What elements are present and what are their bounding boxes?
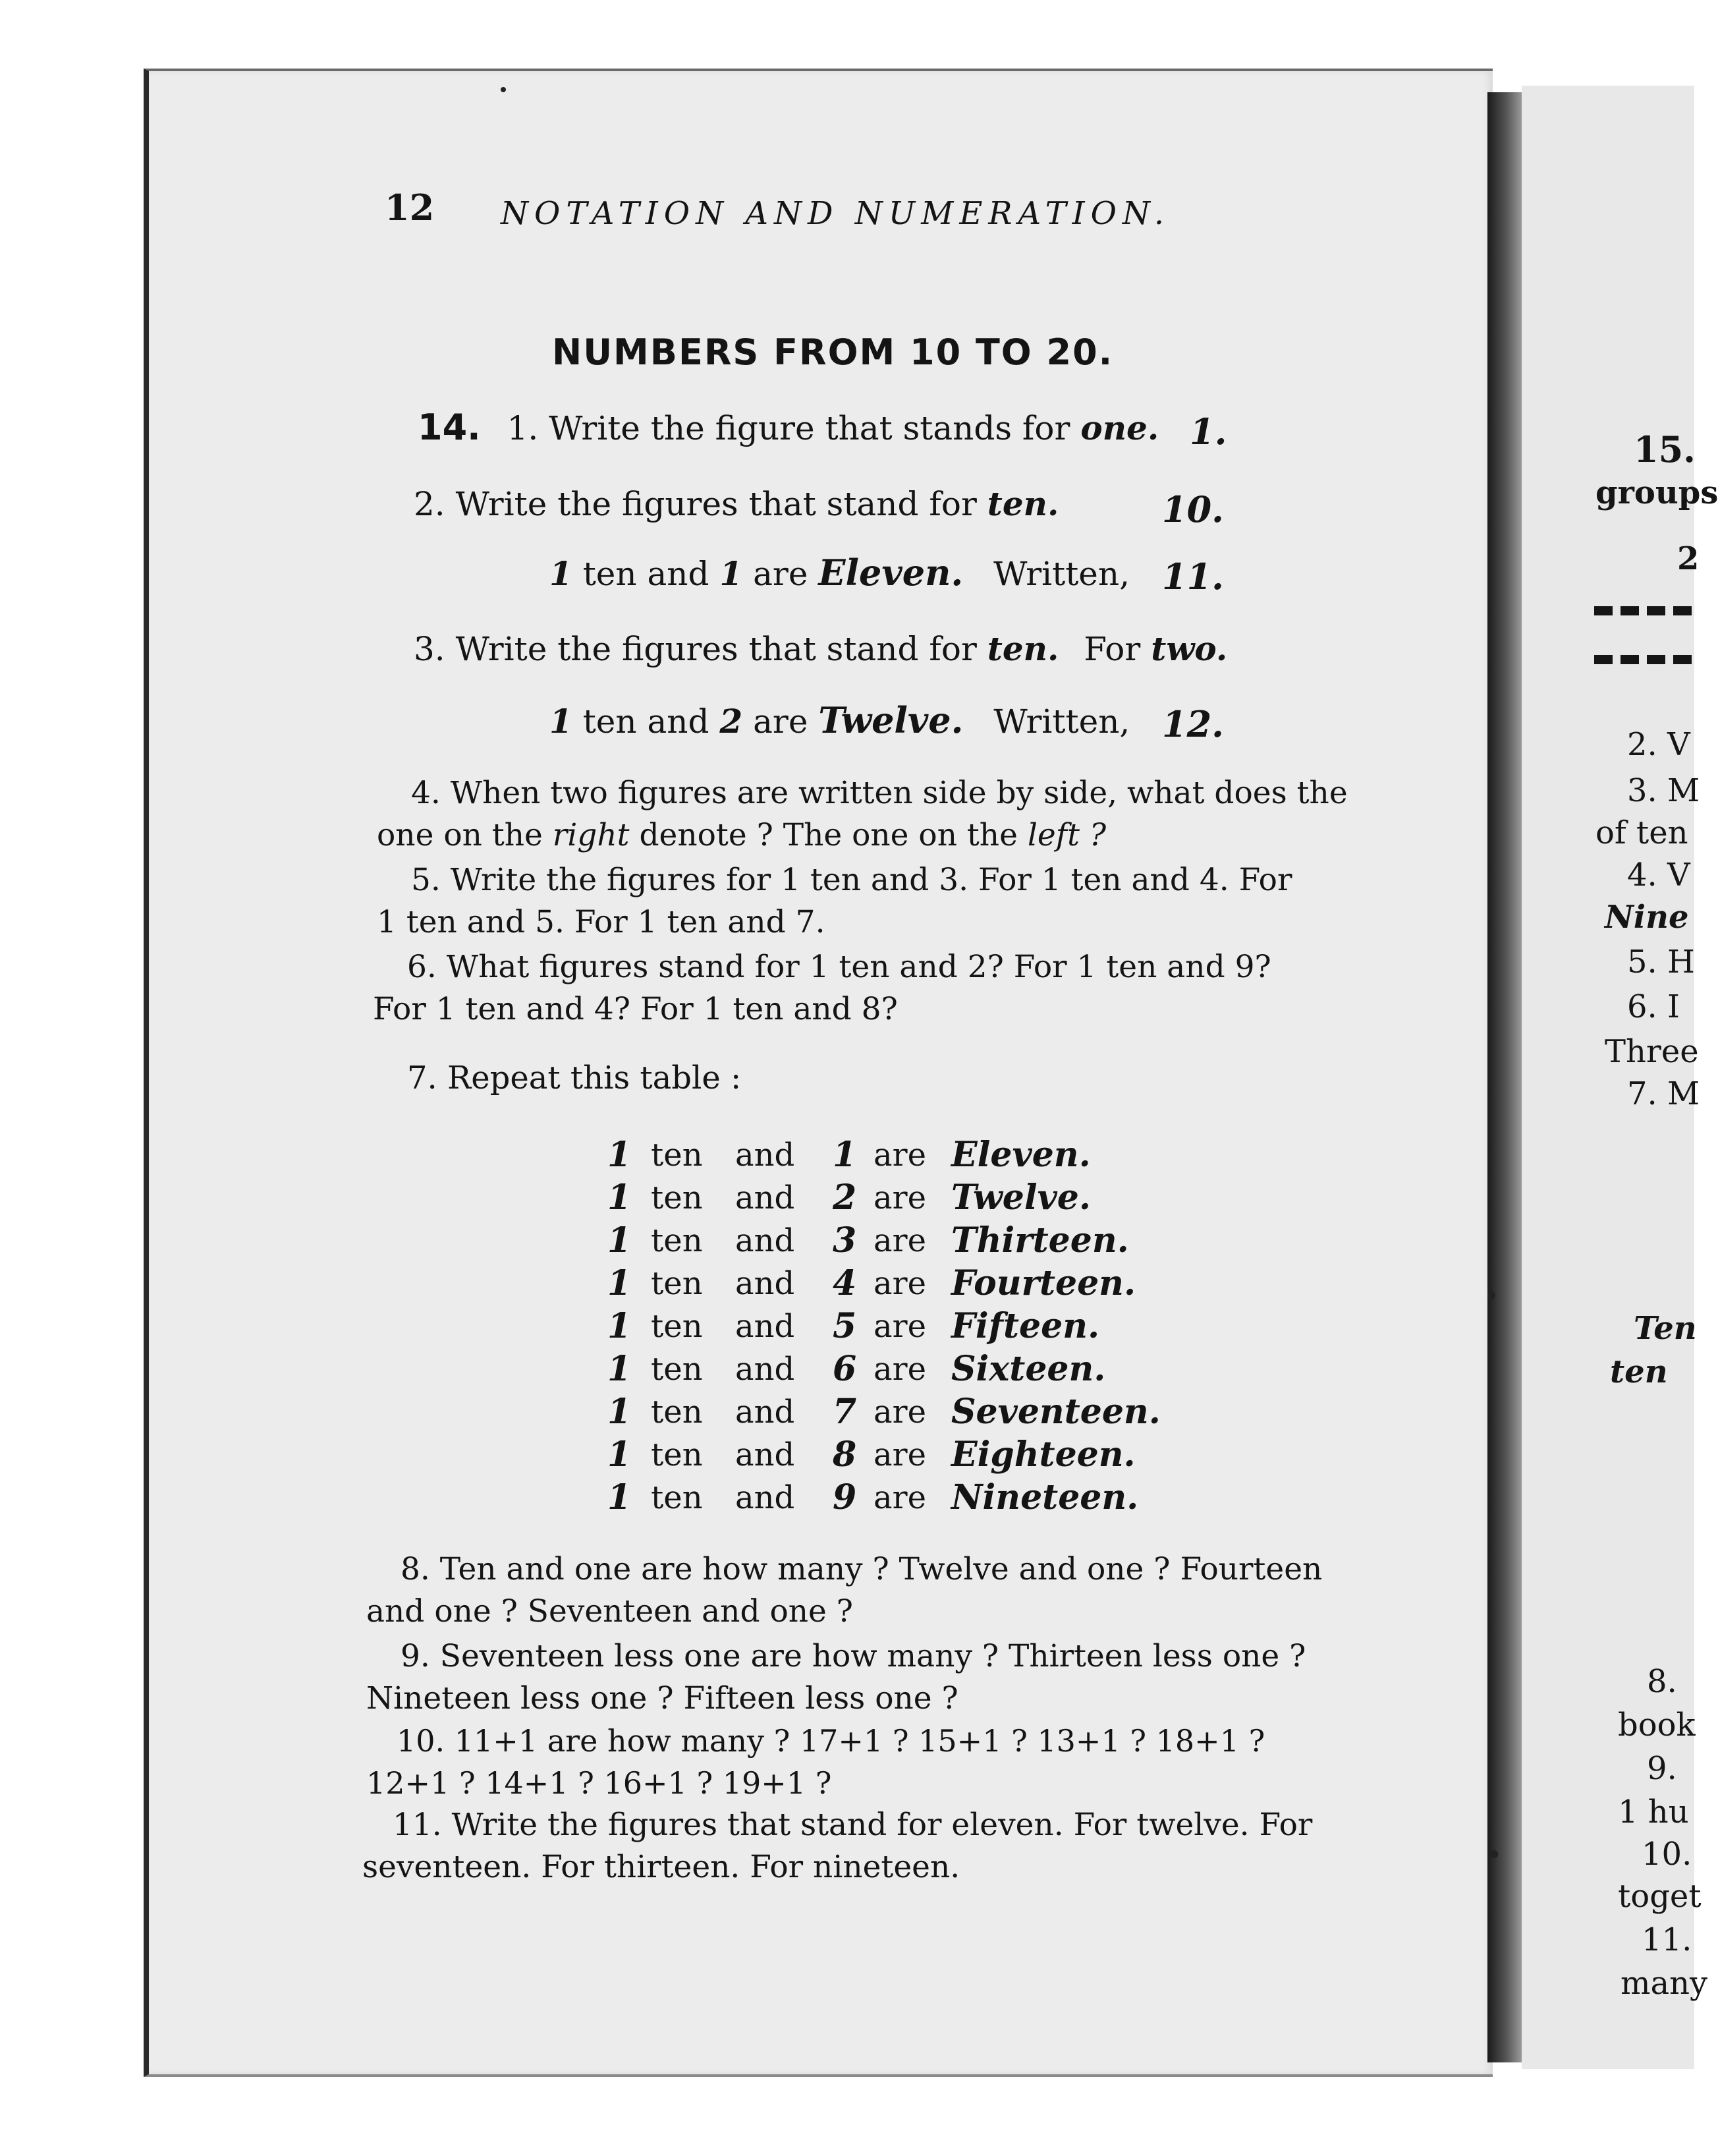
question-10 [366,1720,1265,1804]
tens-digit: 1 [607,1306,632,1346]
number-name: Eleven. [818,552,964,594]
word-ten: ten [651,1479,703,1516]
word-ten: ten [651,1393,703,1431]
facing-line: Ten [1634,1310,1697,1347]
number-name: Fifteen. [951,1306,1100,1346]
word-and: and [735,1479,795,1516]
question-line: 4. When two figures are written side by side, what does the [411,775,1348,811]
tens-digit: 1 [607,1220,632,1261]
word-are: are [873,1264,926,1302]
tens-digit: 1 [607,1349,632,1389]
number-name: Twelve. [818,699,964,741]
facing-line: 2. V [1627,726,1690,763]
table-row [607,1176,1161,1219]
question-line: and one ? Seventeen and one ? [366,1593,853,1630]
numbers-table [607,1133,1161,1519]
number-name: Twelve. [951,1177,1091,1218]
facing-line: 9. [1647,1750,1677,1787]
scan-speck [1487,1291,1495,1299]
facing-line: 3. M [1627,772,1700,809]
number-name: Sixteen. [951,1349,1106,1389]
question-11 [362,1804,1312,1888]
units-digit: 2 [833,1177,857,1218]
facing-page-edge [1522,86,1718,2069]
table-row [607,1262,1161,1305]
word-are: are [873,1222,926,1259]
question-line: For 1 ten and 4? For 1 ten and 8? [373,991,898,1027]
word-ten: ten [651,1136,703,1174]
word-and: and [735,1264,795,1302]
facing-dash-row [1594,606,1700,615]
table-row [607,1476,1161,1519]
units-digit: 4 [833,1263,857,1303]
word-ten: ten [651,1179,703,1216]
emphasis: ten. [987,629,1059,668]
section-title: NUMBERS FROM 10 TO 20. [552,331,1114,373]
facing-line: many [1621,1965,1708,2002]
facing-line: 8. [1647,1663,1677,1700]
word-ten: ten [651,1350,703,1388]
facing-line: Three [1605,1033,1699,1070]
question-line: 6. What figures stand for 1 ten and 2? For 1 ten and 9? [407,949,1271,985]
number-name: Fourteen. [951,1263,1136,1303]
emphasis: ten. [987,484,1059,523]
question-line: 1 ten and 5. For 1 ten and 7. [377,904,825,940]
word-are: are [873,1350,926,1388]
question-4 [377,772,1348,857]
table-row [607,1433,1161,1476]
word: Written, [993,555,1130,593]
word-are: are [873,1136,926,1174]
running-title: NOTATION AND NUMERATION. [501,195,1171,232]
worked-line-twelve [549,699,1130,741]
units-digit: 8 [833,1434,857,1475]
number-name: Thirteen. [951,1220,1129,1261]
number-name: Eighteen. [951,1434,1136,1475]
emphasis: two. [1151,629,1228,668]
word-are: are [873,1393,926,1431]
tens-digit: 1 [607,1263,632,1303]
word-and: and [735,1436,795,1473]
word: For [1084,630,1141,668]
facing-line: 11. [1642,1921,1692,1958]
units-digit: 5 [833,1306,857,1346]
facing-line: 5. H [1627,944,1695,980]
question-line: 5. Write the figures for 1 ten and 3. For 1 ten and 4. For [411,862,1292,898]
question-line: 10. 11+1 are how many ? 17+1 ? 15+1 ? 13+1 ? 18+1 ? [397,1723,1265,1759]
facing-line: groups [1595,474,1718,511]
question-line: 9. Seventeen less one are how many ? Thirteen less one ? [401,1638,1306,1674]
digit: 1 [549,554,572,593]
facing-dash-row [1594,655,1700,664]
tens-digit: 1 [607,1434,632,1475]
scan-speck [1490,1850,1498,1858]
facing-line: ten [1610,1353,1668,1390]
tens-digit: 1 [607,1392,632,1432]
word-and: and [735,1222,795,1259]
word-ten: ten [651,1222,703,1259]
word-are: are [873,1479,926,1516]
question-5 [377,859,1292,944]
tens-digit: 1 [607,1477,632,1518]
table-row [607,1305,1161,1348]
question-2 [414,484,1059,523]
question-line: 11. Write the figures that stand for eleven. For twelve. For [393,1807,1313,1843]
worked-line-eleven [549,552,1130,594]
answer: 11. [1162,555,1224,598]
facing-line: 1 hu [1618,1794,1689,1830]
units-digit: 7 [833,1392,857,1432]
question-3 [414,629,1228,668]
number-name: Eleven. [951,1135,1091,1175]
word-and: and [735,1393,795,1431]
exercise-number: 14. [418,407,481,448]
question-9 [366,1635,1306,1720]
facing-line: 15. [1634,428,1696,470]
digit: 1 [549,702,572,741]
word: Written, [993,702,1130,741]
facing-line: 10. [1642,1836,1692,1873]
facing-line: 4. V [1627,857,1690,894]
question-6 [373,946,1271,1031]
digit: 2 [719,702,743,741]
word-ten: ten [651,1264,703,1302]
table-row [607,1348,1161,1390]
page-number: 12 [385,186,435,229]
number-name: Seventeen. [951,1392,1161,1432]
table-row [607,1390,1161,1433]
answer: 10. [1162,488,1224,530]
scan-speck [501,87,506,92]
facing-line: 6. I [1627,988,1680,1025]
question-line: Nineteen less one ? Fifteen less one ? [366,1680,958,1716]
units-digit: 3 [833,1220,857,1261]
units-digit: 6 [833,1349,857,1389]
facing-line: book [1618,1707,1696,1744]
question-text: 1. Write the figure that stands for [507,409,1070,447]
word-and: and [735,1350,795,1388]
word-are: are [873,1179,926,1216]
units-digit: 1 [833,1135,857,1175]
question-text: 2. Write the figures that stand for [414,485,977,523]
question-7: 7. Repeat this table : [407,1060,742,1096]
table-row [607,1133,1161,1176]
answer: 1. [1190,411,1227,453]
digit: 1 [719,554,743,593]
table-row [607,1219,1161,1262]
facing-line: toget [1618,1878,1702,1915]
word-and: and [735,1136,795,1174]
facing-line: 2 [1677,540,1700,577]
word: are [753,702,808,741]
question-line: 8. Ten and one are how many ? Twelve and one ? Fourteen [401,1551,1323,1587]
word: are [753,555,808,593]
number-name: Nineteen. [951,1477,1139,1518]
word-are: are [873,1307,926,1345]
question-line: 12+1 ? 14+1 ? 16+1 ? 19+1 ? [366,1765,832,1801]
word-ten: ten [651,1436,703,1473]
facing-line: of ten [1595,814,1688,851]
word-and: and [735,1179,795,1216]
word: ten and [582,555,709,593]
word-and: and [735,1307,795,1345]
tens-digit: 1 [607,1177,632,1218]
word-ten: ten [651,1307,703,1345]
answer: 12. [1162,703,1224,745]
book-gutter [1487,92,1522,2062]
question-line: one on the right denote ? The one on the left ? [377,817,1107,853]
question-1 [418,407,1159,448]
units-digit: 9 [833,1477,857,1518]
facing-line: Nine [1605,899,1689,936]
facing-line: 7. M [1627,1075,1700,1112]
question-text: 3. Write the figures that stand for [414,630,977,668]
emphasis: one. [1080,409,1159,447]
tens-digit: 1 [607,1135,632,1175]
word-are: are [873,1436,926,1473]
question-line: seventeen. For thirteen. For nineteen. [362,1849,960,1885]
question-8 [366,1548,1322,1633]
word: ten and [582,702,709,741]
